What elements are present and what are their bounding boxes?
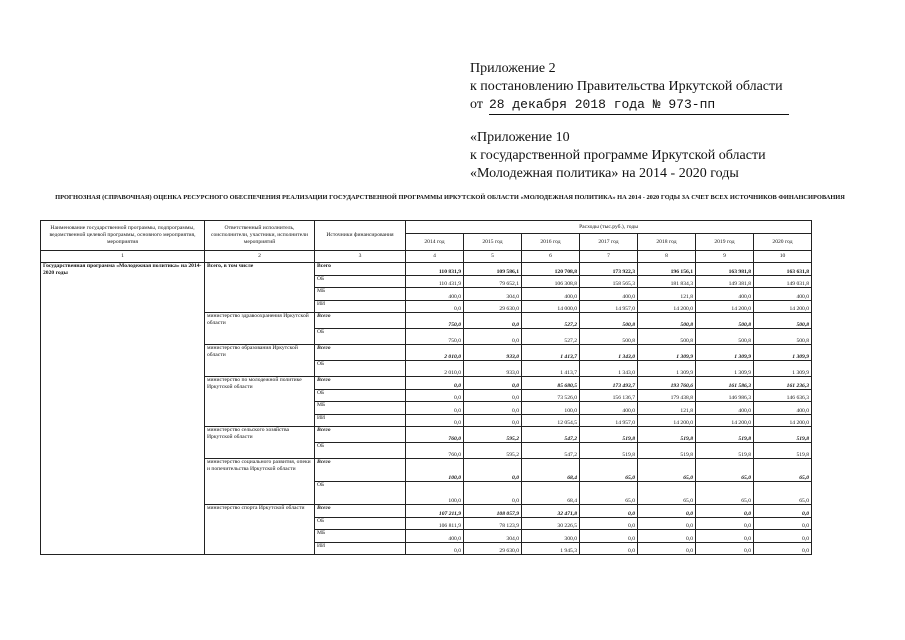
value-cell: 0,0 xyxy=(638,517,696,530)
value-cell: 300,0 xyxy=(522,530,580,543)
value-cell: 0,0 xyxy=(464,482,522,505)
value-cell: 110 831,9 xyxy=(406,263,464,276)
year-header: 2020 год xyxy=(754,233,812,250)
value-cell: 0,0 xyxy=(406,377,464,390)
value-cell: 65,0 xyxy=(580,482,638,505)
value-cell: 1 343,0 xyxy=(580,345,638,361)
year-header: 2016 год xyxy=(522,233,580,250)
value-cell: 0,0 xyxy=(464,414,522,427)
source-cell: Всего xyxy=(315,377,406,390)
value-cell: 163 631,8 xyxy=(754,263,812,276)
value-cell: 0,0 xyxy=(754,517,812,530)
value-cell: 29 630,0 xyxy=(464,542,522,555)
value-cell: 304,0 xyxy=(464,530,522,543)
appendix-title: Приложение 2 xyxy=(470,61,556,76)
header-program-name: Наименование государственной программы, подпрограммы, ведомственной целевой программы, основного мероприятия, мероприятия xyxy=(41,221,205,251)
value-cell: 400,0 xyxy=(754,288,812,301)
value-cell: 519,8 xyxy=(580,427,638,443)
column-number: 5 xyxy=(464,250,522,263)
value-cell: 146 986,3 xyxy=(696,389,754,402)
value-cell: 181 834,3 xyxy=(638,275,696,288)
resolution-date-line xyxy=(470,96,810,115)
source-cell: ИИ xyxy=(315,414,406,427)
program-reference: к государственной программе Иркутской области xyxy=(470,148,766,163)
value-cell: 519,8 xyxy=(696,427,754,443)
value-cell: 0,0 xyxy=(464,402,522,415)
value-cell: 146 636,3 xyxy=(754,389,812,402)
value-cell: 78 123,9 xyxy=(464,517,522,530)
value-cell: 519,8 xyxy=(580,443,638,459)
year-header: 2018 год xyxy=(638,233,696,250)
source-cell: Всего xyxy=(315,313,406,329)
source-cell: ИИ xyxy=(315,300,406,313)
value-cell: 0,0 xyxy=(754,542,812,555)
year-header: 2017 год xyxy=(580,233,638,250)
source-cell: Всего xyxy=(315,427,406,443)
value-cell: 0,0 xyxy=(406,402,464,415)
value-cell: 933,0 xyxy=(464,345,522,361)
value-cell: 65,0 xyxy=(638,459,696,482)
column-number: 9 xyxy=(696,250,754,263)
value-cell: 400,0 xyxy=(522,288,580,301)
appendix10-title: «Приложение 10 xyxy=(470,130,570,145)
value-cell: 14 000,0 xyxy=(522,300,580,313)
column-number: 6 xyxy=(522,250,580,263)
value-cell: 1 413,7 xyxy=(522,345,580,361)
value-cell: 0,0 xyxy=(406,389,464,402)
source-cell: ОБ xyxy=(315,329,406,345)
value-cell: 400,0 xyxy=(754,402,812,415)
value-cell: 158 565,3 xyxy=(580,275,638,288)
value-cell: 0,0 xyxy=(638,505,696,518)
value-cell: 0,0 xyxy=(464,377,522,390)
source-cell: Всего xyxy=(315,505,406,518)
value-cell: 14 200,0 xyxy=(638,414,696,427)
column-number-row xyxy=(41,250,812,263)
value-cell: 100,0 xyxy=(522,402,580,415)
value-cell: 0,0 xyxy=(696,517,754,530)
header-executor: Ответственный исполнитель, соисполнители, участники, исполнители мероприятий xyxy=(205,221,315,251)
source-cell: МБ xyxy=(315,288,406,301)
value-cell: 519,8 xyxy=(638,427,696,443)
value-cell: 519,8 xyxy=(638,443,696,459)
header-row xyxy=(41,221,812,234)
value-cell: 0,0 xyxy=(696,505,754,518)
value-cell: 595,2 xyxy=(464,443,522,459)
value-cell: 0,0 xyxy=(464,313,522,329)
value-cell: 933,0 xyxy=(464,361,522,377)
value-cell: 2 010,0 xyxy=(406,361,464,377)
year-header: 2015 год xyxy=(464,233,522,250)
value-cell: 400,0 xyxy=(406,530,464,543)
value-cell: 0,0 xyxy=(580,517,638,530)
value-cell: 85 680,5 xyxy=(522,377,580,390)
value-cell: 760,0 xyxy=(406,427,464,443)
value-cell: 500,8 xyxy=(638,329,696,345)
value-cell: 100,0 xyxy=(406,459,464,482)
value-cell: 149 381,8 xyxy=(696,275,754,288)
value-cell: 1 309,9 xyxy=(638,345,696,361)
source-cell: МБ xyxy=(315,530,406,543)
value-cell: 400,0 xyxy=(580,288,638,301)
value-cell: 12 054,5 xyxy=(522,414,580,427)
value-cell: 14 200,0 xyxy=(638,300,696,313)
executor-cell: министерство спорта Иркутской области xyxy=(205,505,315,555)
source-cell: ОБ xyxy=(315,517,406,530)
value-cell: 519,8 xyxy=(696,443,754,459)
value-cell: 400,0 xyxy=(406,288,464,301)
value-cell: 121,8 xyxy=(638,402,696,415)
value-cell: 106 308,8 xyxy=(522,275,580,288)
resource-table xyxy=(40,220,812,555)
value-cell: 1 309,9 xyxy=(754,361,812,377)
value-cell: 73 526,0 xyxy=(522,389,580,402)
value-cell: 14 957,0 xyxy=(580,300,638,313)
resolution-date: 28 декабря 2018 года № 973-пп xyxy=(489,96,789,115)
value-cell: 0,0 xyxy=(406,542,464,555)
column-number: 3 xyxy=(315,250,406,263)
program-name-cell: Государственная программа «Молодежная политика» на 2014-2020 годы xyxy=(41,263,205,555)
header-source: Источники финансирования xyxy=(315,221,406,251)
value-cell: 0,0 xyxy=(638,542,696,555)
value-cell: 400,0 xyxy=(696,402,754,415)
value-cell: 65,0 xyxy=(580,459,638,482)
value-cell: 0,0 xyxy=(464,459,522,482)
column-number: 4 xyxy=(406,250,464,263)
value-cell: 79 652,1 xyxy=(464,275,522,288)
executor-cell: министерство сельского хозяйства Иркутской области xyxy=(205,427,315,459)
value-cell: 0,0 xyxy=(696,542,754,555)
source-cell: ОБ xyxy=(315,482,406,505)
value-cell: 65,0 xyxy=(754,482,812,505)
column-number: 8 xyxy=(638,250,696,263)
column-number: 1 xyxy=(41,250,205,263)
header-expenses: Расходы (тыс.руб.), годы xyxy=(406,221,812,234)
value-cell: 750,0 xyxy=(406,329,464,345)
value-cell: 750,0 xyxy=(406,313,464,329)
value-cell: 500,8 xyxy=(696,313,754,329)
value-cell: 0,0 xyxy=(406,300,464,313)
value-cell: 68,4 xyxy=(522,459,580,482)
value-cell: 519,8 xyxy=(754,427,812,443)
value-cell: 108 057,9 xyxy=(464,505,522,518)
value-cell: 179 438,8 xyxy=(638,389,696,402)
value-cell: 107 211,9 xyxy=(406,505,464,518)
value-cell: 68,4 xyxy=(522,482,580,505)
executor-cell: министерство здравоохранения Иркутской области xyxy=(205,313,315,345)
value-cell: 109 586,1 xyxy=(464,263,522,276)
column-number: 7 xyxy=(580,250,638,263)
value-cell: 0,0 xyxy=(696,530,754,543)
value-cell: 2 010,0 xyxy=(406,345,464,361)
value-cell: 30 226,5 xyxy=(522,517,580,530)
source-cell: Всего xyxy=(315,459,406,482)
source-cell: Всего xyxy=(315,263,406,276)
value-cell: 0,0 xyxy=(638,530,696,543)
value-cell: 161 586,3 xyxy=(696,377,754,390)
value-cell: 0,0 xyxy=(464,329,522,345)
value-cell: 527,2 xyxy=(522,329,580,345)
value-cell: 65,0 xyxy=(696,459,754,482)
value-cell: 196 156,1 xyxy=(638,263,696,276)
table-title: ПРОГНОЗНАЯ (СПРАВОЧНАЯ) ОЦЕНКА РЕСУРСНОГО ОБЕСПЕЧЕНИЯ РЕАЛИЗАЦИИ ГОСУДАРСТВЕННОЙ ПРОГРАММЫ ИРКУТСКОЙ ОБЛАСТИ «МОЛОДЕЖНАЯ ПОЛИТИКА» НА 2014 - 2020 ГОДЫ ЗА СЧЕТ ВСЕХ ИСТОЧНИКОВ ФИНАНСИРОВАНИЯ xyxy=(55,194,845,201)
column-number: 2 xyxy=(205,250,315,263)
value-cell: 32 471,8 xyxy=(522,505,580,518)
value-cell: 0,0 xyxy=(580,505,638,518)
document-header xyxy=(470,60,810,183)
value-cell: 500,8 xyxy=(638,313,696,329)
source-cell: МБ xyxy=(315,402,406,415)
source-cell: ОБ xyxy=(315,361,406,377)
value-cell: 1 343,0 xyxy=(580,361,638,377)
value-cell: 1 413,7 xyxy=(522,361,580,377)
from-label: от xyxy=(470,97,483,112)
value-cell: 500,8 xyxy=(754,313,812,329)
source-cell: Всего xyxy=(315,345,406,361)
value-cell: 500,8 xyxy=(696,329,754,345)
table-row xyxy=(41,263,812,276)
executor-cell: министерство по молодежной политике Иркутской области xyxy=(205,377,315,427)
value-cell: 500,8 xyxy=(580,313,638,329)
value-cell: 595,2 xyxy=(464,427,522,443)
program-name: «Молодежная политика» на 2014 - 2020 годы xyxy=(470,166,739,181)
value-cell: 1 309,9 xyxy=(754,345,812,361)
value-cell: 500,8 xyxy=(580,329,638,345)
source-cell: ОБ xyxy=(315,275,406,288)
value-cell: 1 309,9 xyxy=(696,361,754,377)
value-cell: 65,0 xyxy=(638,482,696,505)
year-header: 2014 год xyxy=(406,233,464,250)
source-cell: ИИ xyxy=(315,542,406,555)
value-cell: 500,8 xyxy=(754,329,812,345)
value-cell: 527,2 xyxy=(522,313,580,329)
value-cell: 110 431,9 xyxy=(406,275,464,288)
year-header: 2019 год xyxy=(696,233,754,250)
value-cell: 156 136,7 xyxy=(580,389,638,402)
value-cell: 760,0 xyxy=(406,443,464,459)
value-cell: 519,8 xyxy=(754,443,812,459)
value-cell: 0,0 xyxy=(464,389,522,402)
value-cell: 1 309,9 xyxy=(638,361,696,377)
executor-cell: министерство образования Иркутской области xyxy=(205,345,315,377)
value-cell: 400,0 xyxy=(696,288,754,301)
value-cell: 14 200,0 xyxy=(754,414,812,427)
column-number: 10 xyxy=(754,250,812,263)
value-cell: 1 945,3 xyxy=(522,542,580,555)
value-cell: 0,0 xyxy=(754,530,812,543)
value-cell: 14 957,0 xyxy=(580,414,638,427)
value-cell: 100,0 xyxy=(406,482,464,505)
value-cell: 65,0 xyxy=(696,482,754,505)
value-cell: 149 031,8 xyxy=(754,275,812,288)
value-cell: 0,0 xyxy=(580,530,638,543)
value-cell: 14 200,0 xyxy=(696,414,754,427)
value-cell: 65,0 xyxy=(754,459,812,482)
source-cell: ОБ xyxy=(315,389,406,402)
value-cell: 163 981,8 xyxy=(696,263,754,276)
value-cell: 400,0 xyxy=(580,402,638,415)
value-cell: 547,2 xyxy=(522,443,580,459)
value-cell: 0,0 xyxy=(406,414,464,427)
value-cell: 29 630,0 xyxy=(464,300,522,313)
value-cell: 120 708,8 xyxy=(522,263,580,276)
resolution-reference: к постановлению Правительства Иркутской области xyxy=(470,79,783,94)
value-cell: 0,0 xyxy=(754,505,812,518)
value-cell: 106 811,9 xyxy=(406,517,464,530)
value-cell: 304,0 xyxy=(464,288,522,301)
value-cell: 1 309,9 xyxy=(696,345,754,361)
executor-cell: Всего, в том числе xyxy=(205,263,315,313)
value-cell: 173 922,3 xyxy=(580,263,638,276)
value-cell: 161 236,3 xyxy=(754,377,812,390)
source-cell: ОБ xyxy=(315,443,406,459)
value-cell: 14 200,0 xyxy=(754,300,812,313)
value-cell: 193 760,6 xyxy=(638,377,696,390)
value-cell: 121,8 xyxy=(638,288,696,301)
value-cell: 547,2 xyxy=(522,427,580,443)
value-cell: 14 200,0 xyxy=(696,300,754,313)
value-cell: 173 493,7 xyxy=(580,377,638,390)
value-cell: 0,0 xyxy=(580,542,638,555)
executor-cell: министерство социального развития, опеки и попечительства Иркутской области xyxy=(205,459,315,505)
